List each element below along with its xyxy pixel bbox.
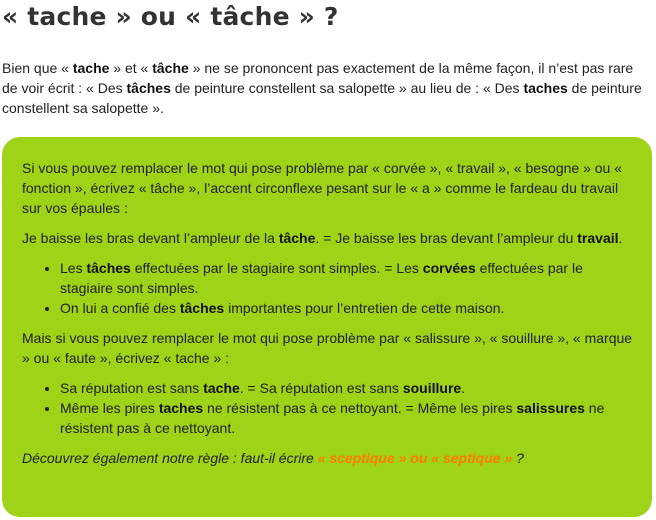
example-list-tache-stain xyxy=(22,378,634,438)
list-item-text: Même les pires xyxy=(60,400,159,416)
page-title: « tache » ou « tâche » ? xyxy=(2,2,339,31)
list-item-text: ne résistent pas à ce nettoyant. xyxy=(60,400,605,436)
rule-box xyxy=(2,137,652,517)
list-item-text: . xyxy=(461,380,466,396)
intro-bold: tâche xyxy=(152,60,189,76)
example-text: . xyxy=(618,230,623,246)
list-item xyxy=(60,398,634,438)
outro-text: Découvrez également notre règle : faut-il écrire xyxy=(22,450,318,466)
list-item-text: Sa réputation est sans xyxy=(60,380,204,396)
list-item xyxy=(60,378,634,398)
example-text: . = Je baisse les bras devant l’ampleur du xyxy=(315,230,578,246)
intro-text: de peinture constellent sa salopette ». xyxy=(2,80,642,116)
list-item-bold: corvées xyxy=(422,260,476,276)
list-item-text: effectuées par le stagiaire sont simples. xyxy=(60,260,583,296)
list-item-text: On lui a confié des xyxy=(60,300,180,316)
example-sentence xyxy=(22,228,634,248)
list-item-bold: tâches xyxy=(179,300,225,316)
intro-text: » et « xyxy=(109,60,153,76)
intro-bold: taches xyxy=(523,80,568,96)
list-item-bold: tache xyxy=(203,380,240,396)
related-rule-link[interactable]: « sceptique » ou « septique » xyxy=(317,450,513,466)
intro-text: de peinture constellent sa salopette » au lieu de : « Des xyxy=(170,80,524,96)
list-item-text: ne résistent pas à ce nettoyant. = Même les pires xyxy=(203,400,517,416)
list-item-bold: taches xyxy=(158,400,204,416)
example-text: Je baisse les bras devant l’ampleur de la xyxy=(22,230,279,246)
outro-paragraph xyxy=(22,448,634,468)
intro-text: » ne se prononcent pas exactement de la même façon, il n’est pas rare de voir écrit : « Des xyxy=(2,60,634,96)
list-item-bold: salissures xyxy=(516,400,585,416)
list-item xyxy=(60,258,634,298)
list-item-text: Les xyxy=(60,260,87,276)
outro-text: ? xyxy=(512,450,524,466)
rule-tache-no-accent: Mais si vous pouvez remplacer le mot qui pose problème par « salissure », « souillure », « marque » ou « faute », écrivez « tache » : xyxy=(22,330,633,366)
list-item-bold: tâches xyxy=(86,260,131,276)
list-item-bold: souillure xyxy=(402,380,462,396)
list-item-text: effectuées par le stagiaire sont simples. = Les xyxy=(130,260,423,276)
intro-bold: tâches xyxy=(126,80,171,96)
list-item-text: importantes pour l’entretien de cette maison. xyxy=(224,300,505,316)
rule-tache-circumflex: Si vous pouvez remplacer le mot qui pose problème par « corvée », « travail », « besogne » ou « fonction », écrivez « tâche », l’accent circonflexe pesant sur le « a » comme le fardeau du travail sur vos épaules : xyxy=(22,160,623,216)
list-item xyxy=(60,298,634,318)
intro-paragraph xyxy=(2,58,650,118)
example-list-tache xyxy=(22,258,634,318)
example-bold: travail xyxy=(577,230,619,246)
intro-bold: tache xyxy=(72,60,110,76)
list-item-text: . = Sa réputation est sans xyxy=(239,380,403,396)
example-bold: tâche xyxy=(278,230,316,246)
intro-text: Bien que « xyxy=(2,60,73,76)
